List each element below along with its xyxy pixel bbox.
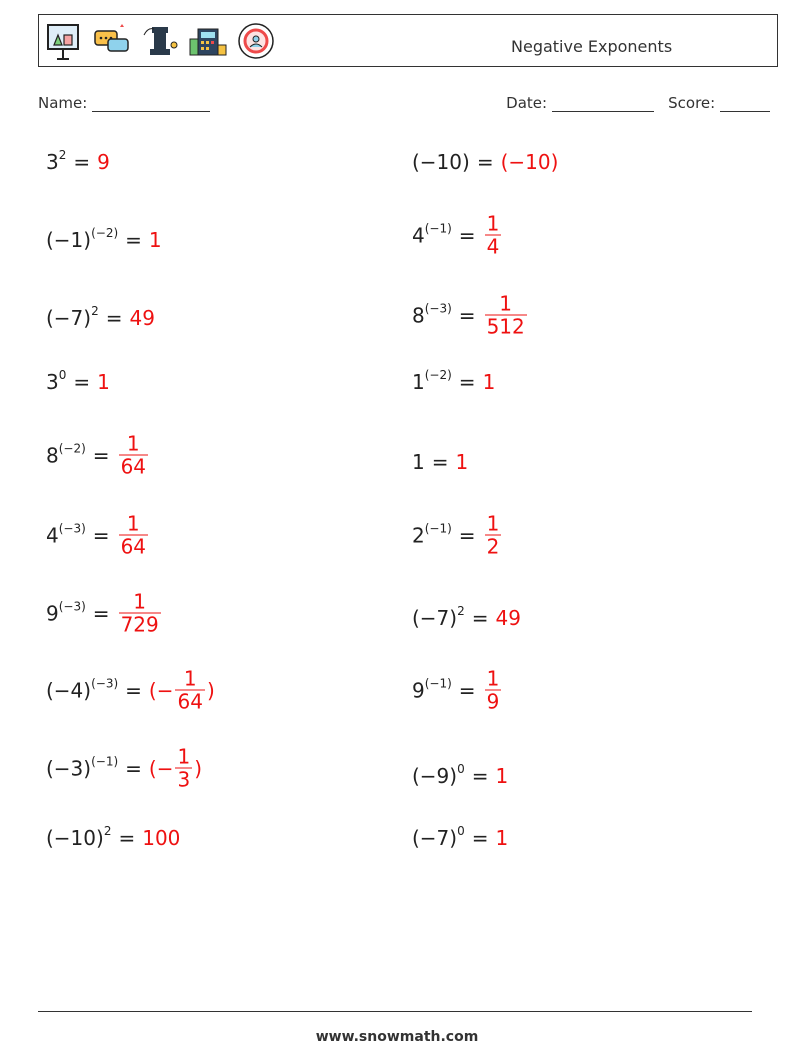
chess-rook-icon	[140, 21, 180, 61]
problem-base: (−10)	[412, 150, 470, 174]
problem-answer: 1	[495, 826, 509, 850]
problem-base: 9	[46, 601, 59, 625]
problem-left-8	[46, 668, 215, 713]
problem-expression	[46, 826, 111, 850]
problem-left-6	[46, 513, 150, 558]
answer-fraction	[175, 668, 204, 713]
problem-base: (−4)	[46, 678, 92, 702]
fraction-numerator: 1	[499, 291, 513, 316]
problem-answer: 100	[142, 826, 181, 850]
fraction-denominator: 9	[486, 689, 500, 714]
fraction-denominator: 729	[120, 612, 159, 637]
answer-fraction	[485, 513, 502, 558]
problem-exponent: (−3)	[58, 599, 86, 614]
answer-fraction	[175, 746, 192, 791]
fraction-numerator: 1	[486, 666, 500, 691]
equals-sign: =	[458, 223, 476, 247]
fraction-numerator: 1	[183, 666, 197, 691]
problem-answer: 1	[455, 450, 469, 474]
problem-base: 1	[412, 370, 425, 394]
name-field[interactable]	[38, 94, 210, 112]
date-label: Date:	[506, 94, 548, 112]
problem-expression	[46, 228, 118, 252]
problem-base: 8	[412, 303, 425, 327]
problem-base: (−7)	[412, 606, 458, 630]
problem-answer: 1	[482, 370, 496, 394]
problem-right-9	[412, 764, 508, 788]
equals-sign: =	[458, 678, 476, 702]
answer-suffix: )	[194, 756, 203, 780]
equals-sign: =	[92, 523, 110, 547]
calculator-icon	[188, 21, 228, 61]
equals-sign: =	[431, 450, 449, 474]
equals-sign: =	[92, 601, 110, 625]
problem-exponent: (−2)	[58, 441, 86, 456]
problem-expression	[46, 150, 66, 174]
problem-expression	[46, 678, 118, 702]
answer-suffix: )	[206, 678, 215, 702]
problem-answer: (−10)	[500, 150, 559, 174]
problem-base: 4	[412, 223, 425, 247]
presentation-board-icon	[44, 21, 84, 61]
problem-right-2	[412, 213, 503, 258]
problem-expression	[46, 443, 86, 467]
problem-answer	[149, 746, 202, 791]
problem-answer	[483, 293, 529, 338]
problem-expression	[412, 150, 470, 174]
problem-expression	[412, 450, 425, 474]
problem-left-1	[46, 150, 110, 174]
problem-answer	[483, 668, 504, 713]
problem-left-9	[46, 746, 202, 791]
fraction-numerator: 1	[177, 744, 191, 769]
problem-answer	[149, 668, 215, 713]
problem-expression	[46, 306, 99, 330]
problem-exponent: 0	[58, 368, 67, 383]
fraction-numerator: 1	[126, 431, 140, 456]
problem-expression	[412, 370, 452, 394]
score-line[interactable]	[720, 97, 770, 112]
fraction-numerator: 1	[486, 511, 500, 536]
answer-fraction	[119, 513, 148, 558]
chat-bubbles-icon	[92, 21, 132, 61]
problem-base: 3	[46, 370, 59, 394]
problem-expression	[46, 601, 86, 625]
problem-exponent: (−1)	[424, 676, 452, 691]
problem-left-10	[46, 826, 180, 850]
problem-exponent: 2	[91, 304, 99, 319]
problem-right-7	[412, 606, 521, 630]
problem-expression	[46, 523, 86, 547]
problem-base: 9	[412, 678, 425, 702]
problem-right-10	[412, 826, 508, 850]
problem-exponent: 0	[457, 762, 465, 777]
problem-answer: 1	[97, 370, 110, 394]
equals-sign: =	[471, 826, 489, 850]
fraction-denominator: 4	[486, 234, 500, 259]
problem-exponent: (−1)	[424, 221, 452, 236]
score-label: Score:	[668, 94, 716, 112]
problem-base: (−3)	[46, 756, 92, 780]
fraction-denominator: 2	[486, 534, 500, 559]
problem-base: 4	[46, 523, 59, 547]
problem-right-3	[412, 293, 529, 338]
answer-fraction	[485, 213, 502, 258]
problem-expression	[412, 826, 465, 850]
problem-base: 3	[46, 150, 59, 174]
problem-answer: 9	[97, 150, 110, 174]
problem-expression	[46, 756, 118, 780]
worksheet-header	[38, 14, 778, 67]
equals-sign: =	[118, 826, 136, 850]
problem-answer: 1	[148, 228, 162, 252]
problem-base: (−9)	[412, 764, 458, 788]
footer-url: www.snowmath.com	[315, 1029, 479, 1045]
equals-sign: =	[73, 370, 91, 394]
problem-base: 1	[412, 450, 425, 474]
problem-base: 8	[46, 443, 59, 467]
problem-answer: 49	[129, 306, 155, 330]
fraction-numerator: 1	[486, 211, 500, 236]
problem-left-4	[46, 370, 110, 394]
equals-sign: =	[125, 228, 142, 252]
name-line[interactable]	[92, 97, 210, 112]
problem-answer	[483, 213, 504, 258]
problem-right-5	[412, 450, 468, 474]
equals-sign: =	[105, 306, 123, 330]
problem-answer	[483, 513, 504, 558]
equals-sign: =	[73, 150, 91, 174]
equals-sign: =	[458, 303, 476, 327]
problem-base: (−7)	[46, 306, 92, 330]
equals-sign: =	[458, 370, 476, 394]
problem-right-4	[412, 370, 495, 394]
problem-exponent: (−3)	[91, 676, 119, 691]
fraction-denominator: 512	[486, 314, 525, 339]
answer-fraction	[119, 433, 148, 478]
worksheet-title: Negative Exponents	[511, 37, 673, 56]
equals-sign: =	[458, 523, 476, 547]
problem-left-5	[46, 433, 150, 478]
problem-left-3	[46, 306, 155, 330]
problem-right-8	[412, 668, 503, 713]
answer-prefix: (−	[148, 756, 174, 780]
problem-exponent: 2	[457, 604, 465, 619]
problem-exponent: 2	[103, 824, 112, 839]
problem-expression	[412, 678, 452, 702]
problem-expression	[412, 303, 452, 327]
problem-base: 2	[412, 523, 425, 547]
equals-sign: =	[471, 606, 489, 630]
problem-exponent: (−2)	[91, 226, 119, 241]
problem-answer	[117, 513, 150, 558]
answer-fraction	[119, 591, 161, 636]
problem-answer: 1	[495, 764, 509, 788]
problem-right-1	[412, 150, 558, 174]
answer-prefix: (−	[148, 678, 174, 702]
problem-exponent: (−2)	[424, 368, 452, 383]
problem-expression	[46, 370, 66, 394]
equals-sign: =	[92, 443, 110, 467]
problem-base: (−10)	[46, 826, 104, 850]
problem-exponent: (−3)	[424, 301, 452, 316]
header-icons	[44, 19, 276, 63]
problem-expression	[412, 223, 452, 247]
equals-sign: =	[471, 764, 489, 788]
equals-sign: =	[476, 150, 494, 174]
answer-fraction	[485, 668, 502, 713]
problem-base: (−1)	[46, 228, 92, 252]
problem-base: (−7)	[412, 826, 458, 850]
date-line[interactable]	[552, 97, 654, 112]
fraction-denominator: 64	[120, 534, 147, 559]
equals-sign: =	[125, 756, 142, 780]
problem-expression	[412, 523, 452, 547]
fraction-denominator: 64	[120, 454, 147, 479]
problem-left-7	[46, 591, 163, 636]
equals-sign: =	[125, 678, 142, 702]
fraction-numerator: 1	[126, 511, 140, 536]
date-score-fields	[506, 94, 770, 112]
problem-exponent: (−1)	[424, 521, 452, 536]
problem-exponent: 0	[457, 824, 465, 839]
problem-exponent: (−1)	[91, 754, 119, 769]
problem-expression	[412, 606, 465, 630]
fraction-denominator: 3	[177, 767, 191, 792]
problem-expression	[412, 764, 465, 788]
fraction-denominator: 64	[177, 689, 203, 714]
answer-fraction	[485, 293, 527, 338]
name-label: Name:	[38, 94, 88, 112]
problem-exponent: (−3)	[58, 521, 86, 536]
problem-answer	[117, 591, 163, 636]
problem-answer: 49	[495, 606, 521, 630]
problem-left-2	[46, 228, 162, 252]
problem-answer	[117, 433, 150, 478]
problem-right-6	[412, 513, 503, 558]
footer-divider	[38, 1011, 752, 1012]
support-team-icon	[236, 21, 276, 61]
problem-exponent: 2	[58, 148, 67, 163]
fraction-numerator: 1	[133, 589, 147, 614]
